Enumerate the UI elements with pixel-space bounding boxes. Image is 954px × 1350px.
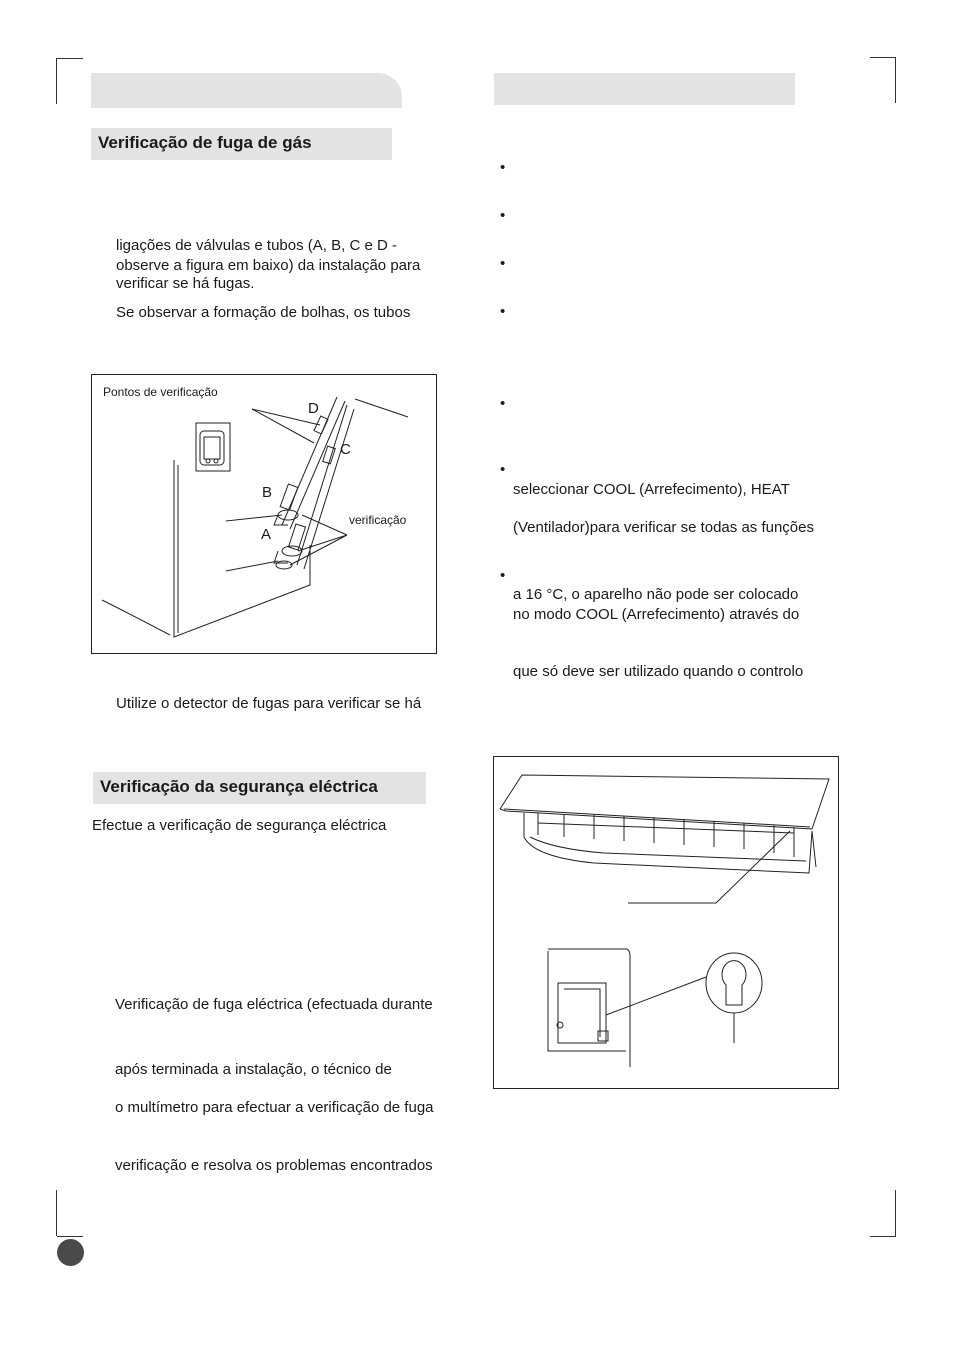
gas-leak-heading: Verificação de fuga de gás: [91, 128, 392, 160]
figure-check-points: [91, 374, 437, 654]
indoor-unit-drawing: [494, 757, 838, 1088]
electric-safety-heading: Verificação da segurança eléctrica: [93, 772, 426, 804]
figure-indoor-unit: [493, 756, 839, 1089]
bullet7-line: a 16 °C, o aparelho não pode ser colocado: [513, 586, 799, 603]
detector-instruction: Utilize o detector de fugas para verificar se há: [116, 695, 422, 712]
page-number-dot: [57, 1239, 84, 1266]
crop-mark-bottom-left-v: [56, 1190, 57, 1236]
bullet-2: •: [500, 207, 506, 224]
crop-mark-top-right-h: [870, 57, 896, 58]
crop-mark-bottom-right-h: [870, 1236, 896, 1237]
figure-letter-d: D: [308, 400, 319, 417]
bullet-4: •: [500, 303, 506, 320]
crop-mark-bottom-right-v: [895, 1190, 896, 1236]
bullet-3: •: [500, 255, 506, 272]
crop-mark-top-right-v: [895, 57, 896, 103]
bubble-instruction: Se observar a formação de bolhas, os tubos: [116, 304, 411, 321]
gas-leak-paragraph-line: ligações de válvulas e tubos (A, B, C e D -: [116, 237, 397, 254]
crop-mark-top-left-h: [57, 58, 83, 59]
electric-safety-line: verificação e resolva os problemas encontrados: [115, 1157, 433, 1174]
gas-leak-paragraph-line: observe a figura em baixo) da instalação para: [116, 257, 421, 274]
electric-safety-intro: Efectue a verificação de segurança eléctrica: [92, 817, 387, 834]
electric-safety-line: Verificação de fuga eléctrica (efectuada durante: [115, 996, 433, 1013]
figure-letter-c: C: [340, 441, 351, 458]
crop-mark-top-left-v: [56, 58, 57, 104]
bullet7-line: que só deve ser utilizado quando o controlo: [513, 663, 804, 680]
bullet6-line: (Ventilador)para verificar se todas as funções: [513, 519, 814, 536]
electric-safety-line: o multímetro para efectuar a verificação de fuga: [115, 1099, 434, 1116]
figure-letter-a: A: [261, 526, 272, 543]
bullet7-line: no modo COOL (Arrefecimento) através do: [513, 606, 800, 623]
bullet-6: •: [500, 461, 506, 478]
bullet-1: •: [500, 159, 506, 176]
header-bar-left: [91, 73, 402, 108]
figure-side-label: verificação: [349, 513, 407, 527]
crop-mark-bottom-left-h: [57, 1236, 83, 1237]
figure-letter-b: B: [262, 484, 273, 501]
figure-title: Pontos de verificação: [103, 385, 218, 399]
header-bar-right: [494, 73, 795, 105]
bullet-7: •: [500, 567, 506, 584]
electric-safety-line: após terminada a instalação, o técnico de: [115, 1061, 392, 1078]
gas-leak-paragraph-line: verificar se há fugas.: [116, 275, 255, 292]
bullet6-line: seleccionar COOL (Arrefecimento), HEAT: [513, 481, 790, 498]
bullet-5: •: [500, 395, 506, 412]
